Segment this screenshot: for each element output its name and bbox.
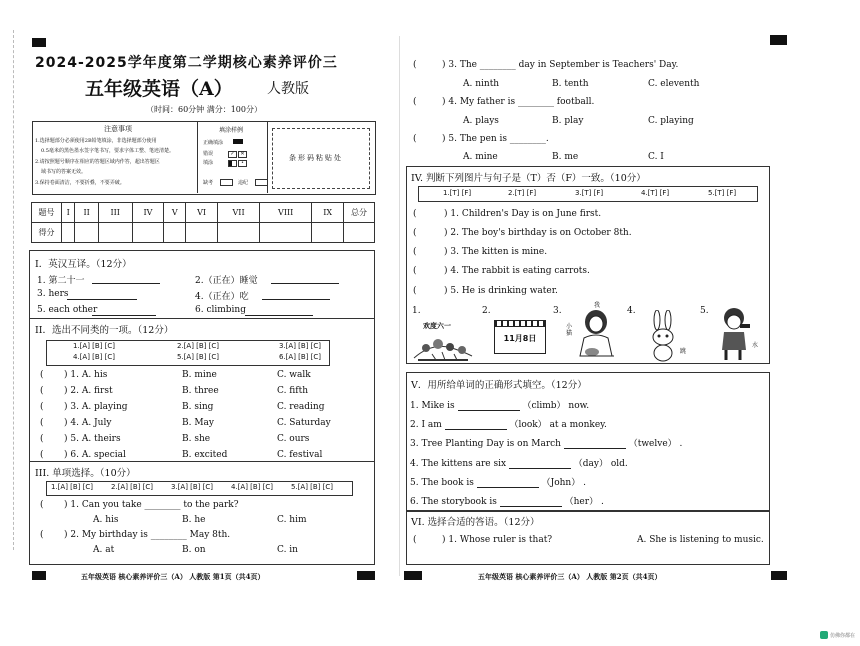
option-c: C. festival [277,450,323,460]
option-c: C. playing [648,116,694,126]
question-row: ) 6. A. special [64,450,126,460]
section-3-title: III. 单项选择。（10分） [35,468,136,479]
answer-bubble-row[interactable]: 1.[A] [B] [C] [73,342,115,350]
page-divider [399,36,400,576]
section-4-title: IV. 判断下列图片与句子是（T）否（F）一致。（10分） [411,173,646,184]
absent-label: 缺考 [203,180,214,186]
notice-line: 2.请按照题号顺序在相应的答题区域内作答，超出答题区 [35,159,160,165]
violation-label: 违纪 [238,180,249,186]
answer-bubble-row[interactable]: 3.[T] [F] [575,189,604,197]
translate-answer-line[interactable] [245,315,313,316]
judge-item: ) 3. The kitten is mine. [444,247,548,257]
fill-item [410,475,586,488]
score-header-cell: VIII [260,203,312,223]
fill-item-prefix: 5. The book is [410,478,474,488]
question-row: ) 5. A. theirs [64,434,121,444]
score-cell[interactable] [132,223,164,243]
answer-bubble-row[interactable]: 5.[A] [B] [C] [177,353,219,361]
option-c: C. ours [277,434,310,444]
question-text: ) 4. My father is ________ football. [442,97,595,107]
score-header-cell: VII [218,203,260,223]
children-day-picture [412,330,474,362]
exam-title: 2024-2025学年度第二学期核心素养评价三 [35,55,338,71]
option-b: B. on [182,545,206,555]
score-cell[interactable] [98,223,132,243]
fill-item-word: （John） [541,478,581,488]
score-cell[interactable] [62,223,75,243]
answer-bubble-row[interactable]: 3.[A] [B] [C] [279,342,321,350]
option-b: B. May [182,418,215,428]
calendar-date: 11月8日 [503,334,537,343]
question-paren: ( [40,402,44,412]
judge-item: ) 2. The boy's birthday is on October 8th. [444,228,632,238]
section-6-title: VI. 选择合适的答语。（12分） [411,517,540,528]
fill-item-word: （her） [564,497,599,507]
translate-item: 5. each other [37,305,98,315]
fill-item-prefix: 6. The storybook is [410,497,497,507]
fill-item-suffix: . [583,478,586,488]
fill-wrong-sample: ✓ [228,151,237,158]
fill-blank[interactable] [500,497,562,507]
option-c: C. in [277,545,298,555]
watermark-badge [820,630,855,640]
question-text: ) 5. The pen is ________. [442,134,549,144]
question-paren: ( [40,450,44,460]
picture-1-caption: 欢度六一 [423,321,451,330]
fill-item [410,436,682,449]
translate-answer-line[interactable] [67,299,137,300]
absent-checkbox[interactable] [220,179,233,186]
answer-bubble-row[interactable]: 4.[A] [B] [C] [73,353,115,361]
section-2-title: II．选出不同类的一项。（12分） [35,325,174,336]
fill-item-prefix: 2. I am [410,420,442,430]
notice-title: 注意事项 [104,125,132,133]
picture-4-label: 跳 [680,348,687,355]
score-header-cell: II [75,203,99,223]
option-a: A. ninth [463,79,500,89]
translate-answer-line[interactable] [92,315,156,316]
fill-item-word: （day） [573,459,608,469]
score-cell[interactable] [218,223,260,243]
question-paren: ( [413,535,417,545]
answer-bubble-row[interactable]: 2.[T] [F] [508,189,537,197]
picture-number: 4. [627,306,636,316]
fill-item-word: （look） [509,420,547,430]
answer-bubble-row[interactable]: 3.[A] [B] [C] [171,483,213,491]
option-a: A. plays [463,116,499,126]
score-cell[interactable] [186,223,218,243]
option-a: A. mine [463,152,498,162]
score-cell[interactable] [344,223,375,243]
judge-item: ) 1. Children's Day is on June first. [444,209,602,219]
score-cell[interactable] [75,223,99,243]
question-paren: ( [40,370,44,380]
translate-answer-line[interactable] [262,299,330,300]
question-paren: ( [413,209,417,219]
score-header-cell: VI [186,203,218,223]
answer-bubble-row[interactable]: 1.[A] [B] [C] [51,483,93,491]
exam-edition: 人教版 [267,81,309,97]
registration-mark-top-right [770,35,787,45]
score-header-cell: IV [132,203,164,223]
registration-mark-bottom-mid-right [404,571,422,580]
score-label: 得分 [32,223,62,243]
option-b: B. play [552,116,584,126]
option-c: C. I [648,152,664,162]
answer-bubble-row[interactable]: 2.[A] [B] [C] [177,342,219,350]
registration-mark-bottom-right [771,571,787,580]
fill-correct-label: 正确填涂 [203,140,224,146]
option-c: C. reading [277,402,325,412]
fill-item [410,398,589,411]
picture-number: 2. [482,306,491,316]
answer-bubble-row[interactable]: 5.[T] [F] [708,189,737,197]
option-a: A. his [93,515,119,525]
picture-3-side-label: 小猫 [566,323,573,337]
fill-wrong-sample: ✕ [238,151,247,158]
fill-item-suffix: now. [568,401,590,411]
fill-item-word: （twelve） [628,439,677,449]
boy-eating-picture [716,306,759,362]
fill-item-suffix: at a monkey. [549,420,607,430]
option-b: B. tenth [552,79,589,89]
notice-line: 1.选择题部分必须使用2B铅笔填涂，非选择题部分使用 [35,138,157,144]
answer-bubble-row[interactable]: 5.[A] [B] [C] [291,483,333,491]
question-row: ) 2. A. first [64,386,113,396]
picture-5-label: 水 [752,342,759,349]
question-paren: ( [40,386,44,396]
option-c: C. Saturday [277,418,331,428]
notice-line: 域书写的答案无效。 [41,169,87,175]
watermark-icon [820,631,828,639]
option-c: C. him [277,515,307,525]
answer-bubble-row[interactable]: 2.[A] [B] [C] [111,483,153,491]
score-table [31,202,375,243]
barcode-label: 条形码粘贴处 [289,154,343,162]
fill-item-prefix: 3. Tree Planting Day is on March [410,439,561,449]
option-b: B. he [182,515,206,525]
fill-blank[interactable] [458,401,520,411]
girl-with-kitten-picture [574,308,618,360]
registration-mark-bottom-left [32,571,46,580]
question-paren: ( [413,228,417,238]
question-paren: ( [40,418,44,428]
answer-bubble-row[interactable]: 1.[T] [F] [443,189,472,197]
fill-blank[interactable] [445,420,507,430]
fill-wrong-sample [228,160,237,167]
notice-line: 3.保持卷面清洁，不要折叠，不要弄破。 [35,180,125,186]
translate-item: 1. 第二十一 [37,276,85,286]
section-5-title: V．用所给单词的正确形式填空。（12分） [411,380,587,391]
translate-item: 2.（正在）睡觉 [195,276,258,286]
notice-line: 0.5毫米的黑色墨水签字笔书写，要求字体工整、笔迹清楚。 [41,148,174,154]
exam-subtitle: 五年级英语（A） [85,78,233,100]
fill-item-prefix: 1. Mike is [410,401,455,411]
question-paren: ( [413,134,417,144]
page-footer-right: 五年级英语 核心素养评价三（A） 人教版 第2页（共4页） [478,572,662,581]
fill-sample-title: 填涂样例 [219,127,244,134]
judge-item: ) 4. The rabbit is eating carrots. [444,266,590,276]
translate-answer-line[interactable] [271,283,339,284]
question-paren: ( [413,266,417,276]
fill-correct-sample [233,139,243,144]
picture-3-label: 我 [594,302,601,309]
question-paren: ( [40,434,44,444]
question-text: ) 3. The ________ day in September is Teachers' Day. [442,60,679,70]
watermark-text: 仿佛你都在 [830,632,856,639]
option-b: B. mine [182,370,217,380]
answer-bubble-row[interactable]: 4.[T] [F] [641,189,670,197]
fill-wrong-sample: • [238,160,247,167]
option-b: B. three [182,386,219,396]
option-c: C. eleventh [648,79,700,89]
question-text: ) 1. Can you take ________ to the park? [64,500,239,510]
answer-bubble-row[interactable]: 4.[A] [B] [C] [231,483,273,491]
section-1-title: I．英汉互译。（12分） [35,259,132,270]
translate-item: 4.（正在）吃 [195,292,249,302]
question-text: ) 2. My birthday is ________ May 8th. [64,530,231,540]
picture-number: 1. [412,306,421,316]
fill-item [410,456,628,469]
fill-item-suffix: . [600,497,604,507]
score-cell[interactable] [260,223,312,243]
option-b: B. she [182,434,211,444]
fill-item [410,417,607,430]
option-a: A. at [93,545,115,555]
question-paren: ( [413,97,417,107]
translate-item: 3. hers [37,289,69,299]
score-header-cell: I [62,203,75,223]
fill-blank[interactable] [509,459,571,469]
question-paren: ( [413,60,417,70]
binding-line [13,30,14,550]
fill-item-prefix: 4. The kittens are six [410,459,507,469]
page-footer-left: 五年级英语 核心素养评价三（A） 人教版 第1页（共4页） [81,572,265,581]
score-cell[interactable] [312,223,344,243]
score-header-cell: 总分 [344,203,375,223]
calendar-picture [494,320,546,354]
rabbit-picture [646,310,680,362]
question-row: ) 3. A. playing [64,402,128,412]
translate-answer-line[interactable] [92,283,160,284]
fill-item-suffix: old. [610,459,628,469]
registration-mark-top-left [32,38,46,47]
fill-blank[interactable] [564,439,626,449]
fill-wrong-label: 错误 [203,151,214,157]
option-b: B. excited [182,450,228,460]
picture-number: 3. [553,306,562,316]
fill-blank[interactable] [477,478,539,488]
picture-number: 5. [700,306,709,316]
fill-item [410,494,604,507]
question-row: ) 1. A. his [64,370,108,380]
score-header-cell: III [98,203,132,223]
question-paren: ( [413,286,417,296]
option-b: B. me [552,152,579,162]
answer-bubble-row[interactable]: 6.[A] [B] [C] [279,353,321,361]
question-paren: ( [413,247,417,257]
option-c: C. walk [277,370,311,380]
violation-checkbox[interactable] [255,179,268,186]
judge-item: ) 5. He is drinking water. [444,286,558,296]
exam-time-info: （时间：60分钟 满分：100分） [146,105,262,114]
fill-item-word: （climb） [522,401,566,411]
question-paren: ( [40,530,44,540]
translate-item: 6. climbing [195,305,246,315]
answer-option: A. She is listening to music. [637,535,764,545]
question-text: ) 1. Whose ruler is that? [442,535,553,545]
question-row: ) 4. A. July [64,418,112,428]
score-cell[interactable] [164,223,186,243]
score-header-cell: 题号 [32,203,62,223]
fill-item-suffix: . [679,439,683,449]
option-b: B. sing [182,402,214,412]
score-header-cell: V [164,203,186,223]
score-header-cell: IX [312,203,344,223]
registration-mark-bottom-mid-left [357,571,375,580]
question-paren: ( [40,500,44,510]
fill-wrong-label-2: 填涂 [203,160,214,166]
option-c: C. fifth [277,386,309,396]
